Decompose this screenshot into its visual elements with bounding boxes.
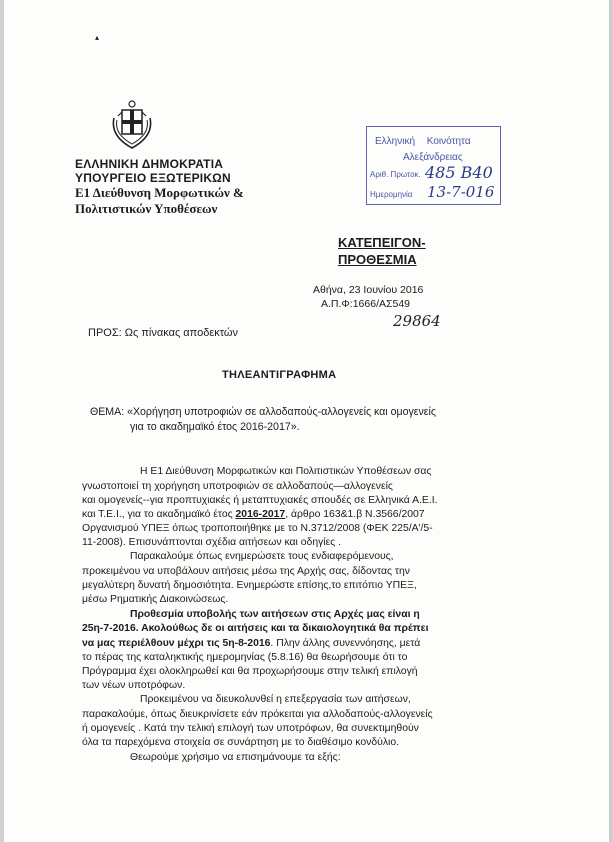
urgent-label: ΚΑΤΕΠΕΙΓΟΝ-	[338, 235, 426, 250]
p1-line-4	[82, 509, 425, 520]
p4-line-2: παρακαλούμε, όπως διευκρινίσετε εάν πρόκειται για αλλοδαπούς-αλλογενείς	[82, 709, 433, 720]
recipients-line: ΠΡΟΣ: Ως πίνακας αποδεκτών	[88, 327, 239, 339]
p3-line-3b: . Πλην άλλης συνεννόησης, μετά	[270, 638, 421, 649]
greek-emblem-icon	[108, 96, 156, 152]
header-republic: ΕΛΛΗΝΙΚΗ ΔΗΜΟΚΡΑΤΙΑ	[75, 157, 224, 171]
p1-line-4a: και Τ.Ε.Ι., για το ακαδημαϊκό έτος	[82, 509, 236, 520]
p1-line-2: γνωστοποιεί τη χορήγηση υποτροφιών σε αλλοδαπούς—αλλογενείς	[82, 481, 393, 492]
p1-line-1: Η Ε1 Διεύθυνση Μορφωτικών και Πολιτιστικών Υποθέσεων σας	[140, 466, 432, 477]
p2-line-2: προκειμένου να υποβάλουν αιτήσεις μέσω της Αρχής σας, δίδοντας την	[82, 566, 410, 577]
p3-line-1: Προθεσμία υποβολής των αιτήσεων στις Αρχές μας είναι η	[130, 609, 420, 620]
scan-edge-left	[0, 0, 4, 842]
p4-line-4: όλα τα παρεχόμενα στοιχεία σε συνάρτηση με το διαθέσιμο κονδύλιο.	[82, 737, 399, 748]
reference-number: Α.Π.Φ:1666/ΑΣ549	[321, 298, 411, 310]
stamp-line1: Ελληνική Κοινότητα	[375, 136, 471, 147]
document-date: Αθήνα, 23 Ιουνίου 2016	[313, 284, 424, 296]
subject-line-2: για το ακαδημαϊκό έτος 2016-2017».	[130, 421, 300, 433]
p5-line-1: Θεωρούμε χρήσιμο να επισημάνουμε τα εξής:	[130, 752, 341, 763]
header-ministry: ΥΠΟΥΡΓΕΙΟ ΕΞΩΤΕΡΙΚΩΝ	[75, 171, 231, 185]
p3-line-4: το πέρας της καταληκτικής ημερομηνίας (5.8.16) θα θεωρήσουμε ότι το	[82, 652, 408, 663]
stamp-date-label: Ημερομηνία	[370, 190, 413, 199]
p4-line-3: ή ομογενείς . Κατά την τελική επιλογή των υποτρόφων, θα συνεκτιμηθούν	[82, 723, 419, 734]
p4-line-1: Προκειμένου να διευκολυνθεί η επεξεργασία των αιτήσεων,	[140, 694, 411, 705]
p1-line-6: 11-2008). Επισυνάπτονται σχέδια αιτήσεων και οδηγίες .	[82, 537, 342, 548]
subject-line-1: ΘΕΜΑ: «Χορήγηση υποτροφιών σε αλλοδαπούς-αλλογενείς και ομογενείς	[90, 406, 436, 418]
header-department: Πολιτιστικών Υποθέσεων	[75, 201, 218, 216]
p3-line-2: 25η-7-2016. Ακολούθως δε οι αιτήσεις και τα δικαιολογητικά θα πρέπει	[82, 623, 429, 634]
reception-stamp	[366, 126, 501, 205]
p3-line-3	[82, 638, 420, 649]
header-directorate: Ε1 Διεύθυνση Μορφωτικών &	[75, 185, 244, 200]
p1-line-4c: , άρθρο 163&1.β Ν.3566/2007	[285, 509, 425, 520]
stamp-prot-label: Αριθ. Πρωτοκ.	[370, 170, 421, 179]
stamp-line2: Αλεξάνδρειας	[403, 152, 463, 163]
p2-line-3: μεγαλύτερη δυνατή δημοσιότητα. Ενημερώστε επίσης,το επιτόπιο ΥΠΕΞ,	[82, 580, 417, 591]
p2-line-1: Παρακαλούμε όπως ενημερώσετε τους ενδιαφερόμενους,	[130, 551, 394, 562]
p3-line-5: Πρόγραμμα έχει ολοκληρωθεί και θα προχωρήσουμε στην τελική επιλογή	[82, 666, 418, 677]
document-type: ΤΗΛΕΑΝΤΙΓΡΑΦΗΜΑ	[222, 369, 337, 381]
stamp-date-value: 13-7-016	[427, 183, 495, 201]
academic-year: 2016-2017	[235, 509, 286, 520]
scan-mark: ▴	[95, 33, 100, 42]
p2-line-4: μέσω Ρηματικής Διακοινώσεως.	[82, 594, 229, 605]
p1-line-3: και ομογενείς--για προπτυχιακές ή μεταπτυχιακές σπουδές σε Ελληνικά Α.Ε.Ι.	[82, 495, 438, 506]
p3-line-6: των νέων υποτρόφων.	[82, 680, 186, 691]
handwritten-number: 29864	[393, 312, 441, 330]
deadline-label: ΠΡΟΘΕΣΜΙΑ	[338, 252, 417, 267]
stamp-prot-value: 485 Β40	[425, 163, 493, 182]
p1-line-5: Οργανισμού ΥΠΕΞ όπως τροποποιήθηκε με το Ν.3712/2008 (ΦΕΚ 225/Α'/5-	[82, 523, 433, 534]
p3-line-3a: να μας περιέλθουν μέχρι τις 5η-8-2016	[82, 638, 271, 649]
